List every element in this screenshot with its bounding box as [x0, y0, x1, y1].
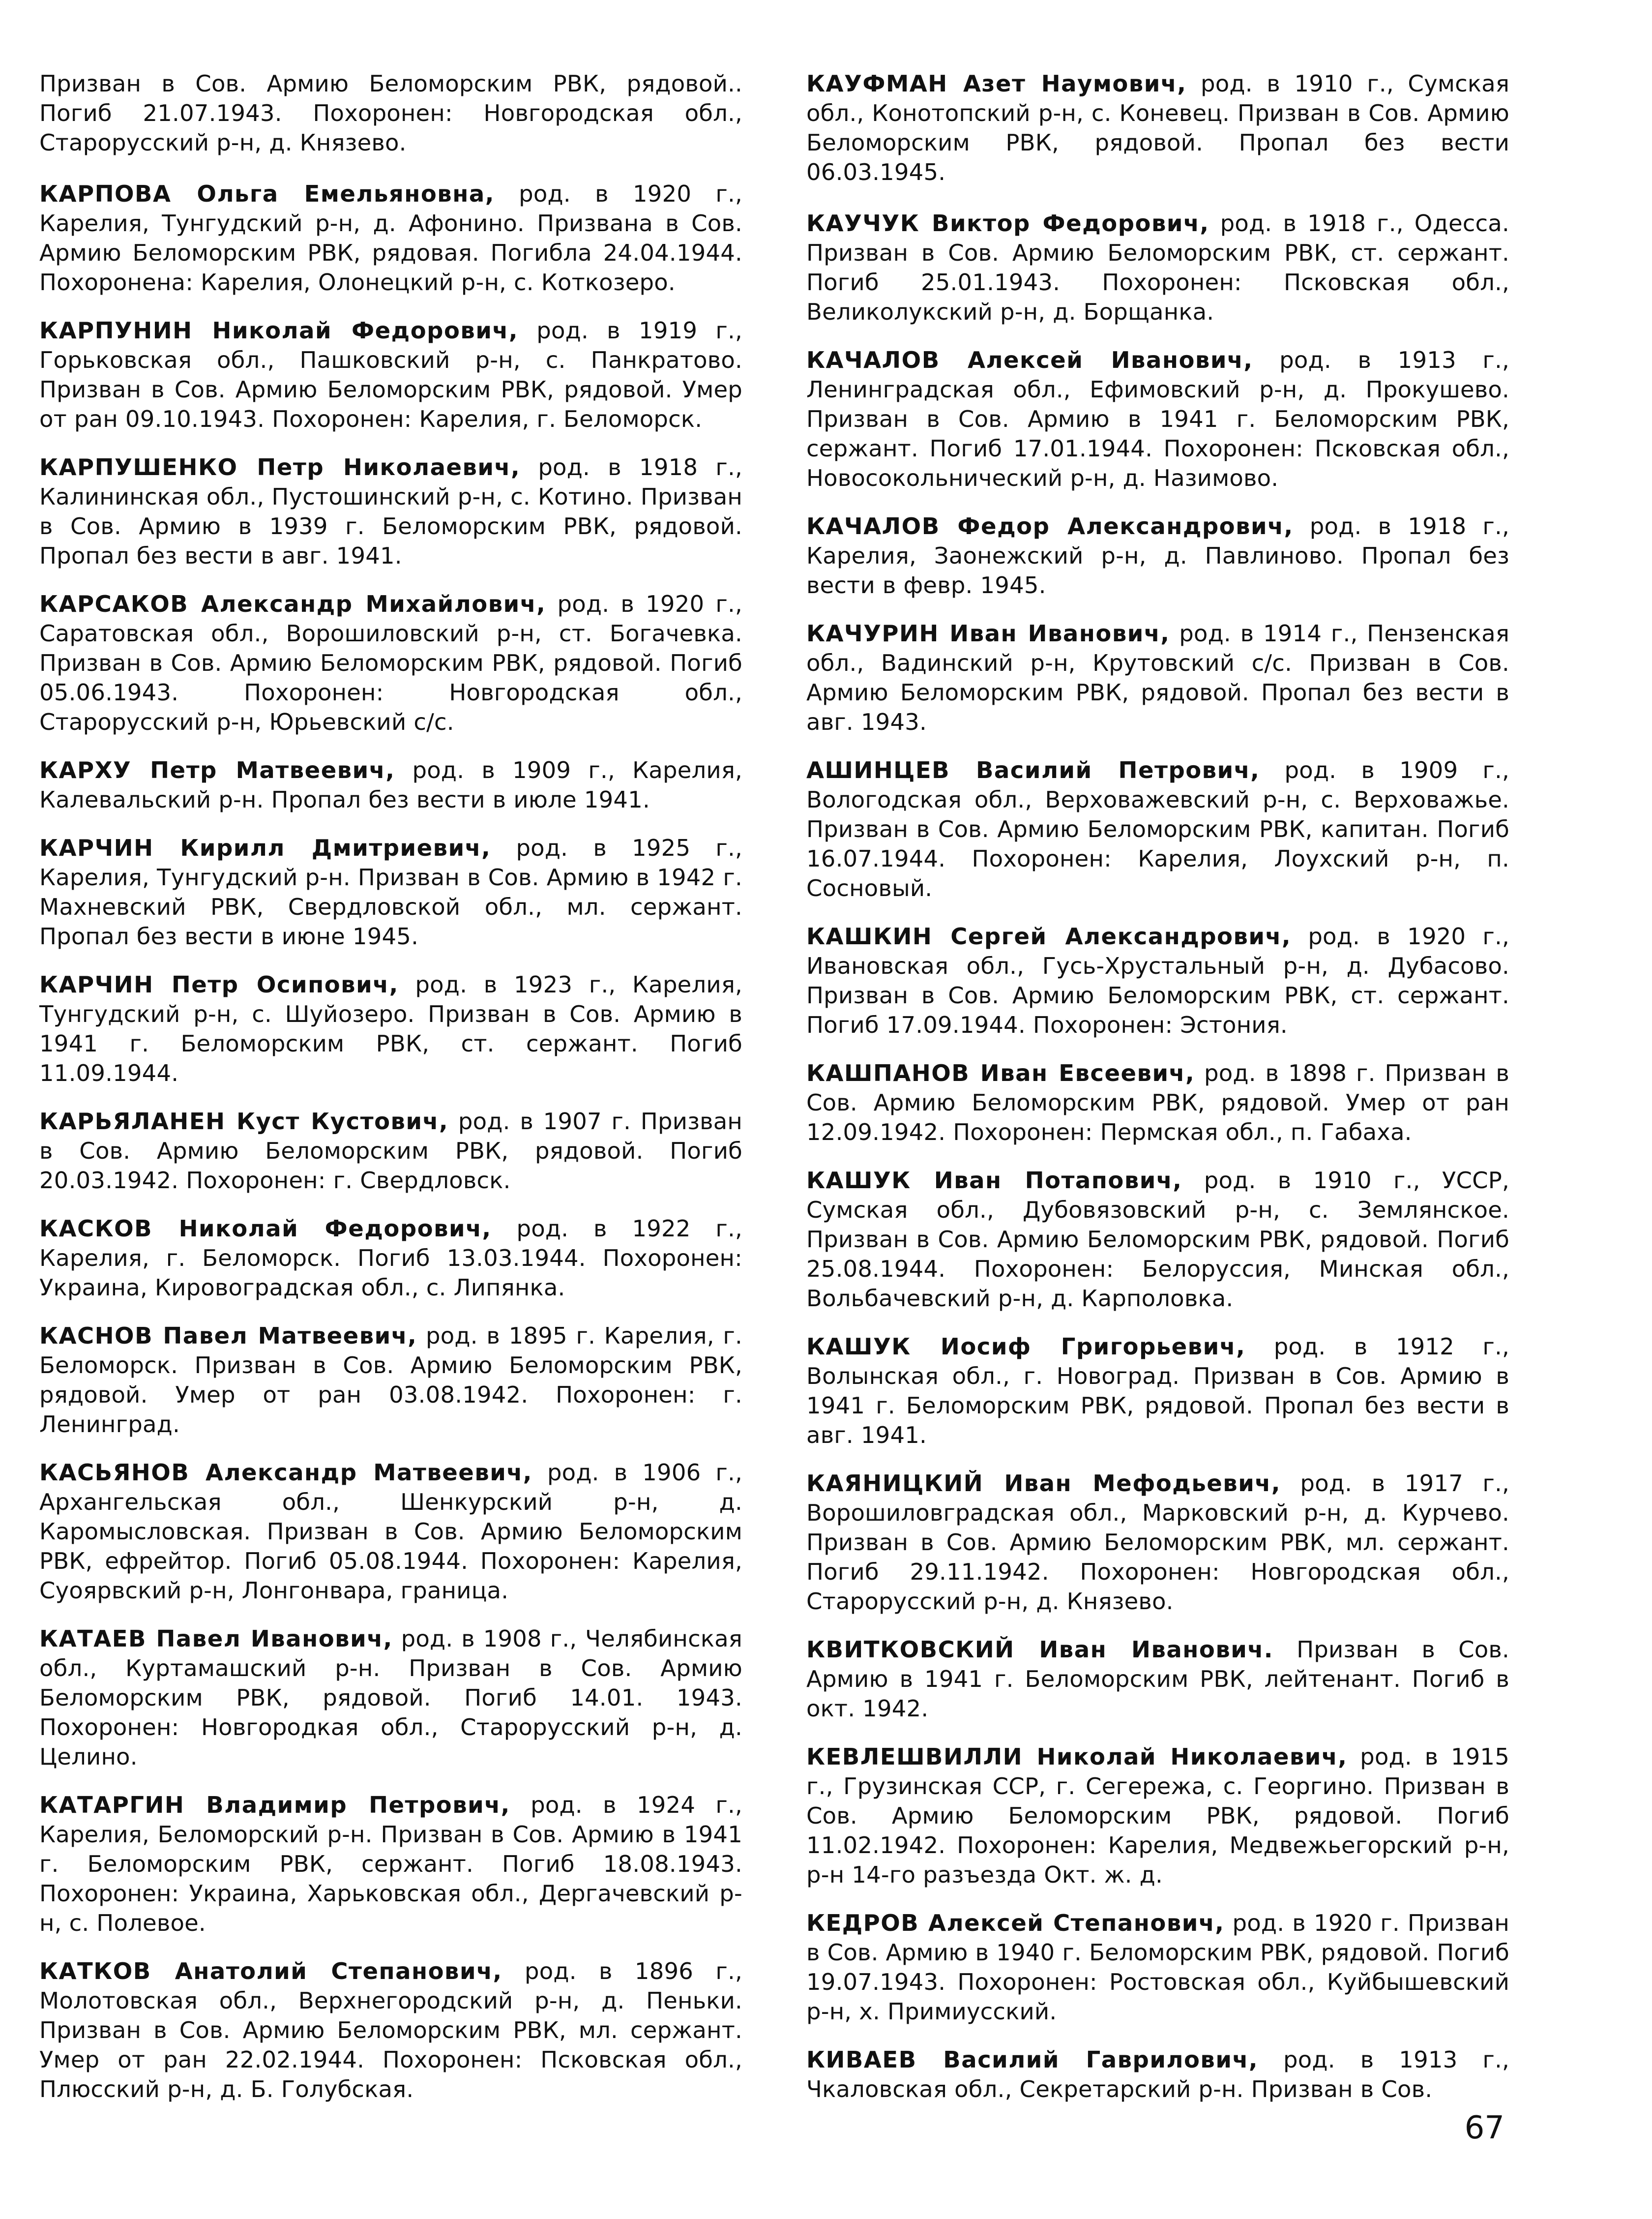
entry-name: КАРПУШЕНКО Петр Николаевич,	[39, 454, 521, 480]
entry	[806, 2045, 1509, 2104]
entry-text: род. в 1920 г. Призван в Сов. Армию в 1940 г. Беломорским РВК, рядовой. Погиб 19.07.1943. Похоронен: Ростовская обл., Куйбышевский р-н, х. Примиусский.	[806, 1910, 1510, 2025]
entry-text: род. в 1913 г., Ленинградская обл., Ефимовский р-н, д. Прокушево. Призван в Сов. Армию в 1941 г. Беломорским РВК, сержант. Погиб 17.01.1944. Похоронен: Псковская обл., Новосокольнический р-н, д. Назимово.	[806, 347, 1510, 491]
entry-text: род. в 1924 г., Карелия, Беломорский р-н. Призван в Сов. Армию в 1941 г. Беломорским РВК, сержант. Погиб 18.08.1943. Похоронен: Украина, Харьковская обл., Дергачевский р-н, с. Полевое.	[39, 1792, 742, 1936]
entry-name: КАТАЕВ Павел Иванович,	[39, 1625, 393, 1652]
entry-text: род. в 1914 г., Пензенская обл., Вадинский р-н, Крутовский с/с. Призван в Сов. Армию Беломорским РВК, рядовой. Пропал без вести в авг. 1943.	[806, 620, 1510, 735]
entry-name: КЕДРОВ Алексей Степанович,	[806, 1910, 1225, 1936]
entry-name: КАРПУНИН Николай Федорович,	[39, 317, 518, 344]
entry	[806, 922, 1509, 1040]
entry-text: род. в 1910 г., УССР, Сумская обл., Дубовязовский р-н, с. Землянское. Призван в Сов. Армию Беломорским РВК, рядовой. Погиб 25.08.1944. Похоронен: Белоруссия, Минская обл., Вольбачевский р-н, д. Карполовка.	[806, 1167, 1509, 1312]
entry-name: КАРХУ Петр Матвеевич,	[39, 757, 395, 783]
entry	[39, 1790, 742, 1938]
entry-text: род. в 1922 г., Карелия, г. Беломорск. Погиб 13.03.1944. Похоронен: Украина, Кировоградская обл., с. Липянка.	[39, 1215, 743, 1301]
entry-name: КИВАЕВ Василий Гаврилович,	[806, 2046, 1259, 2073]
entry	[39, 316, 742, 434]
entry-text: род. в 1920 г., Карелия, Тунгудский р-н, д. Афонино. Призвана в Сов. Армию Беломорским РВК, рядовая. Погибла 24.04.1944. Похоронена: Карелия, Олонецкий р-н, с. Коткозеро.	[39, 180, 743, 296]
entry	[806, 69, 1509, 187]
entry-name: КАРЧИН Петр Осипович,	[39, 971, 399, 998]
entry	[39, 179, 742, 297]
entry-name: КАСЬЯНОВ Александр Матвеевич,	[39, 1459, 532, 1486]
entry-name: КЕВЛЕШВИЛЛИ Николай Николаевич,	[806, 1743, 1348, 1770]
entry-name: КАЧУРИН Иван Иванович,	[806, 620, 1170, 647]
right-column	[806, 69, 1509, 2123]
entry-text: род. в 1919 г., Горьковская обл., Пашковский р-н, с. Панкратово. Призван в Сов. Армию Беломорским РВК, рядовой. Умер от ран 09.10.1943. Похоронен: Карелия, г. Беломорск.	[39, 317, 743, 432]
entry-text: Призван в Сов. Армию Беломорским РВК, рядовой.. Погиб 21.07.1943. Похоронен: Новгородская обл., Старорусский р-н, д. Князево.	[39, 70, 742, 156]
entry-text: род. в 1925 г., Карелия, Тунгудский р-н. Призван в Сов. Армию в 1942 г. Махневский РВК, Свердловской обл., мл. сержант. Пропал без вести в июне 1945.	[39, 835, 742, 950]
entry-text: род. в 1909 г., Карелия, Калевальский р-н. Пропал без вести в июле 1941.	[39, 757, 743, 813]
entry	[39, 755, 742, 814]
entry-text: род. в 1906 г., Архангельская обл., Шенкурский р-н, д. Каромысловская. Призван в Сов. Армию Беломорским РВК, ефрейтор. Погиб 05.08.1944. Похоронен: Карелия, Суоярвский р-н, Лонгонвара, граница.	[39, 1459, 743, 1604]
entry-name: КАШКИН Сергей Александрович,	[806, 923, 1292, 950]
entry	[39, 1458, 742, 1605]
entry-name: КАШПАНОВ Иван Евсеевич,	[806, 1060, 1195, 1086]
page-number: 67	[1464, 2110, 1504, 2146]
entry-text: род. в 1918 г., Карелия, Заонежский р-н, д. Павлиново. Пропал без вести в февр. 1945.	[806, 513, 1509, 599]
entry	[806, 1166, 1509, 1313]
entry	[39, 589, 742, 737]
entry	[806, 209, 1509, 327]
entry	[806, 1635, 1509, 1723]
entry	[39, 1321, 742, 1439]
entry	[806, 1742, 1509, 1889]
entry-text: род. в 1895 г. Карелия, г. Беломорск. Призван в Сов. Армию Беломорским РВК, рядовой. Умер от ран 03.08.1942. Похоронен: г. Ленинград.	[39, 1322, 743, 1438]
entry	[806, 755, 1509, 903]
entry-name: КАРЧИН Кирилл Дмитриевич,	[39, 835, 491, 861]
entry	[39, 1107, 742, 1195]
entry	[39, 1956, 742, 2104]
entry-text: род. в 1910 г., Сумская обл., Конотопский р-н, с. Коневец. Призван в Сов. Армию Беломорским РВК, рядовой. Пропал без вести 06.03.1945.	[806, 70, 1510, 185]
entry-text: род. в 1920 г., Ивановская обл., Гусь-Хрустальный р-н, д. Дубасово. Призван в Сов. Армию Беломорским РВК, ст. сержант. Погиб 17.09.1944. Похоронен: Эстония.	[806, 923, 1509, 1038]
entry-name: КАТАРГИН Владимир Петрович,	[39, 1792, 510, 1818]
entry-text: род. в 1917 г., Ворошиловградская обл., Марковский р-н, д. Курчево. Призван в Сов. Армию Беломорским РВК, мл. сержант. Погиб 29.11.1942. Похоронен: Новгородская обл., Старорусский р-н, д. Князево.	[806, 1470, 1510, 1615]
entry	[806, 1332, 1509, 1450]
entry-name: КАЯНИЦКИЙ Иван Мефодьевич,	[806, 1470, 1281, 1497]
entry-text: род. в 1908 г., Челябинская обл., Куртамашский р-н. Призван в Сов. Армию Беломорским РВК, рядовой. Погиб 14.01. 1943. Похоронен: Новгородкая обл., Старорусский р-н, д. Целино.	[39, 1625, 742, 1770]
entry-text: род. в 1915 г., Грузинская ССР, г. Сегережа, с. Георгино. Призван в Сов. Армию Беломорским РВК, рядовой. Погиб 11.02.1942. Похоронен: Карелия, Медвежьегорский р-н, р-н 14-го разъезда Окт. ж. д.	[806, 1743, 1510, 1888]
entry-text: род. в 1920 г., Саратовская обл., Ворошиловский р-н, ст. Богачевка. Призван в Сов. Армию Беломорским РВК, рядовой. Погиб 05.06.1943. Похоронен: Новгородская обл., Старорусский р-н, Юрьевский с/с.	[39, 591, 743, 735]
entry	[806, 1058, 1509, 1147]
entry-name: КАСНОВ Павел Матвеевич,	[39, 1322, 417, 1349]
entry	[806, 345, 1509, 493]
entry	[39, 833, 742, 951]
entry-name: КВИТКОВСКИЙ Иван Иванович.	[806, 1636, 1273, 1663]
entry-name: КАРПОВА Ольга Емельяновна,	[39, 180, 495, 207]
entry-name: КАРСАКОВ Александр Михайлович,	[39, 591, 546, 617]
entry-name: КАЧАЛОВ Алексей Иванович,	[806, 347, 1253, 373]
entry-name: КАШУК Иван Потапович,	[806, 1167, 1182, 1194]
entry	[806, 511, 1509, 600]
entry-text: род. в 1898 г. Призван в Сов. Армию Беломорским РВК, рядовой. Умер от ран 12.09.1942. Похоронен: Пермская обл., п. Габаха.	[806, 1060, 1510, 1145]
entry-text: род. в 1918 г., Калининская обл., Пустошинский р-н, с. Котино. Призван в Сов. Армию в 1939 г. Беломорским РВК, рядовой. Пропал без вести в авг. 1941.	[39, 454, 742, 569]
entry-name: КАУЧУК Виктор Федорович,	[806, 210, 1210, 237]
entry-text: род. в 1923 г., Карелия, Тунгудский р-н, с. Шуйозеро. Призван в Сов. Армию в 1941 г. Беломорским РВК, ст. сержант. Погиб 11.09.1944.	[39, 971, 742, 1086]
entry	[806, 619, 1509, 737]
entry	[39, 69, 742, 157]
entry-text: род. в 1909 г., Вологодская обл., Верховажевский р-н, с. Верховажье. Призван в Сов. Армию Беломорским РВК, капитан. Погиб 16.07.1944. Похоронен: Карелия, Лоухский р-н, п. Сосновый.	[806, 757, 1509, 901]
entry-text: Призван в Сов. Армию в 1941 г. Беломорским РВК, лейтенант. Погиб в окт. 1942.	[806, 1636, 1509, 1722]
entry-text: род. в 1907 г. Призван в Сов. Армию Беломорским РВК, рядовой. Погиб 20.03.1942. Похоронен: г. Свердловск.	[39, 1108, 743, 1194]
entry	[806, 1908, 1509, 2026]
entry-text: род. в 1896 г., Молотовская обл., Верхнегородский р-н, д. Пеньки. Призван в Сов. Армию Беломорским РВК, мл. сержант. Умер от ран 22.02.1944. Похоронен: Псковская обл., Плюсский р-н, д. Б. Голубская.	[39, 1958, 742, 2102]
entry	[39, 970, 742, 1088]
entry-text: род. в 1913 г., Чкаловская обл., Секретарский р-н. Призван в Сов.	[806, 2046, 1509, 2102]
entry	[806, 1469, 1509, 1616]
entry-name: КАТКОВ Анатолий Степанович,	[39, 1958, 502, 1984]
entry-name: КАЧАЛОВ Федор Александрович,	[806, 513, 1294, 540]
entry-text: род. в 1918 г., Одесса. Призван в Сов. Армию Беломорским РВК, ст. сержант. Погиб 25.01.1943. Похоронен: Псковская обл., Великолукский р-н, д. Борщанка.	[806, 210, 1509, 325]
entry-name: КАУФМАН Азет Наумович,	[806, 70, 1187, 97]
entry-name: КАШУК Иосиф Григорьевич,	[806, 1333, 1246, 1360]
entry-text: род. в 1912 г., Волынская обл., г. Новоград. Призван в Сов. Армию в 1941 г. Беломорским РВК, рядовой. Пропал без вести в авг. 1941.	[806, 1333, 1509, 1448]
entry-name: АШИНЦЕВ Василий Петрович,	[806, 757, 1260, 783]
entry	[39, 1624, 742, 1771]
left-column	[39, 69, 742, 2123]
entry	[39, 452, 742, 570]
entry-name: КАСКОВ Николай Федорович,	[39, 1215, 492, 1242]
entry	[39, 1214, 742, 1302]
entry-name: КАРЬЯЛАНЕН Куст Кустович,	[39, 1108, 449, 1135]
